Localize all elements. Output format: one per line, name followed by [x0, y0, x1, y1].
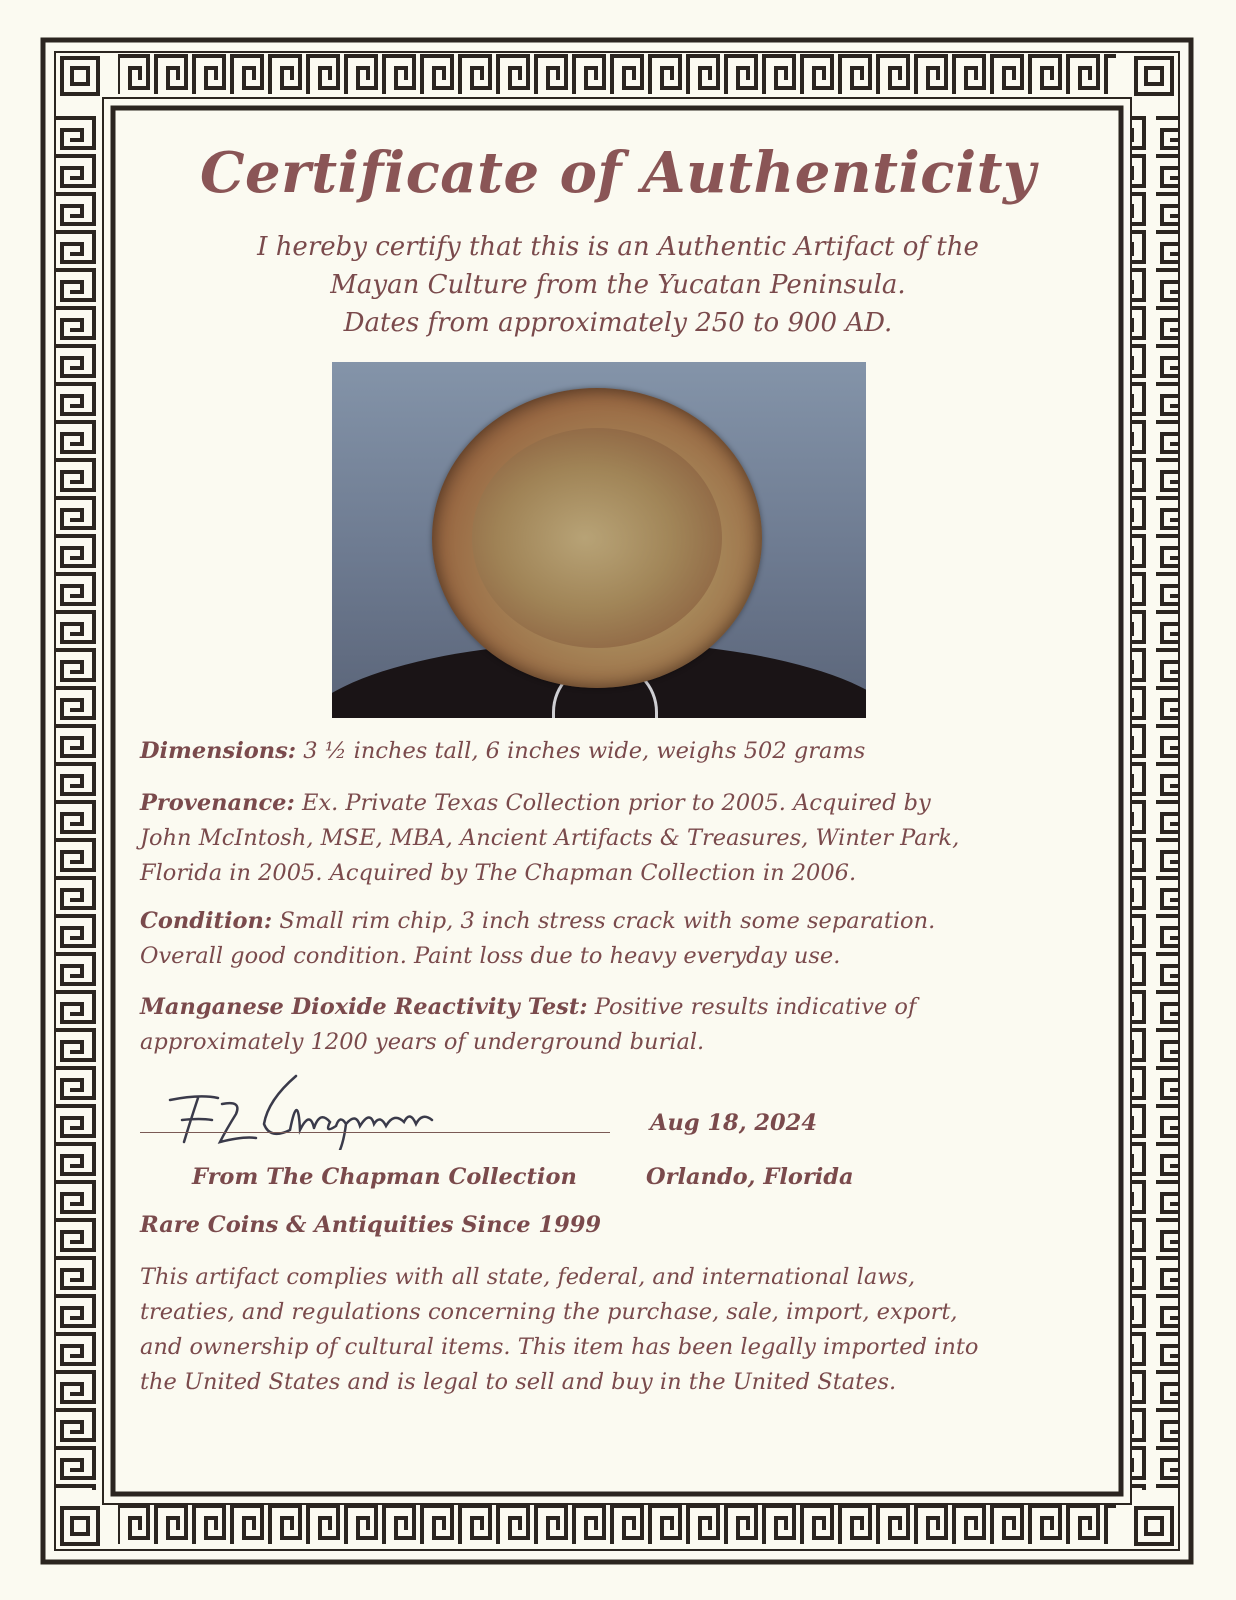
certificate-content	[140, 120, 1096, 1450]
provenance-line: John McIntosh, MSE, MBA, Ancient Artifacts & Treasures, Winter Park,	[140, 825, 960, 851]
signature	[160, 1070, 480, 1150]
dimensions-text: 3 ½ inches tall, 6 inches wide, weighs 502 grams	[296, 738, 866, 764]
compliance-line: This artifact complies with all state, federal, and international laws,	[140, 1264, 916, 1290]
reactivity-test-line: Positive results indicative of	[587, 994, 917, 1020]
certify-line: Dates from approximately 250 to 900 AD.	[343, 308, 893, 338]
certificate-date: Aug 18, 2024	[650, 1110, 817, 1136]
certify-line: I hereby certify that this is an Authentic Artifact of the	[257, 232, 979, 262]
condition-line: Overall good condition. Paint loss due to heavy everyday use.	[140, 943, 841, 969]
reactivity-test-line: approximately 1200 years of underground burial.	[140, 1029, 705, 1055]
provenance-section	[140, 786, 1096, 891]
dimensions-section	[140, 734, 1096, 769]
signature-line	[140, 1132, 610, 1133]
provenance-line: Florida in 2005. Acquired by The Chapman Collection in 2006.	[140, 860, 857, 886]
bowl-interior	[472, 428, 722, 648]
compliance-line: and ownership of cultural items. This item has been legally imported into	[140, 1334, 979, 1360]
compliance-statement	[140, 1260, 1096, 1400]
artifact-photo	[332, 362, 866, 718]
reactivity-test-label: Manganese Dioxide Reactivity Test:	[140, 994, 588, 1020]
mayan-bowl-image	[432, 388, 762, 688]
certify-line: Mayan Culture from the Yucatan Peninsula.	[330, 270, 906, 300]
provenance-line: Ex. Private Texas Collection prior to 2005. Acquired by	[294, 790, 931, 816]
condition-section	[140, 904, 1096, 974]
collection-name: From The Chapman Collection	[192, 1164, 577, 1190]
condition-line: Small rim chip, 3 inch stress crack with some separation.	[272, 908, 936, 934]
location: Orlando, Florida	[646, 1164, 854, 1190]
reactivity-test-section	[140, 990, 1096, 1060]
compliance-line: treaties, and regulations concerning the purchase, sale, import, export,	[140, 1299, 958, 1325]
condition-label: Condition:	[140, 908, 273, 934]
dimensions-label: Dimensions:	[140, 738, 297, 764]
certificate-title: Certificate of Authenticity	[199, 140, 1037, 206]
certification-statement	[140, 228, 1096, 342]
company-tagline: Rare Coins & Antiquities Since 1999	[140, 1212, 602, 1238]
compliance-line: the United States and is legal to sell and buy in the United States.	[140, 1369, 897, 1395]
provenance-label: Provenance:	[140, 790, 295, 816]
